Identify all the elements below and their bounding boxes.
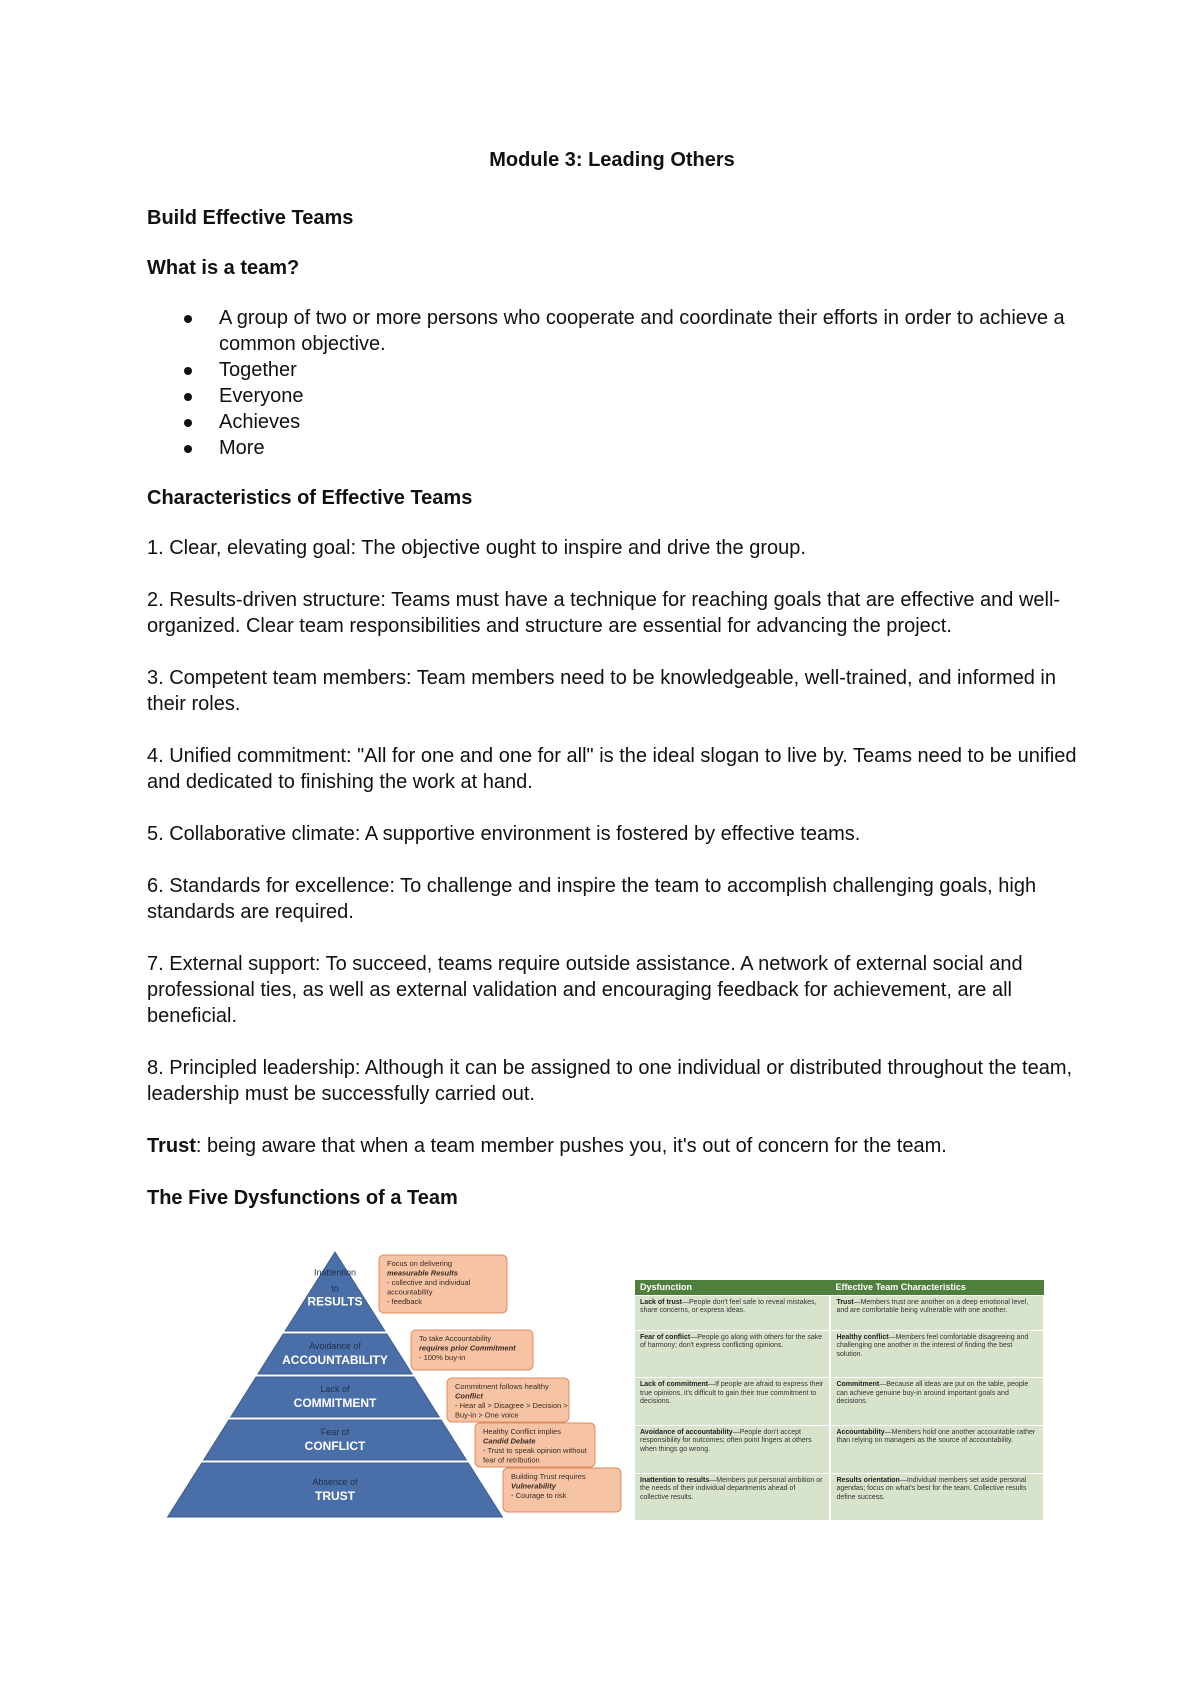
bullet-icon <box>184 393 192 401</box>
table-cell <box>830 1473 1044 1520</box>
pyramid-level-label: COMMITMENT <box>293 1396 377 1410</box>
list-item-text: A group of two or more persons who cooperate and coordinate their efforts in order to achieve a common objective. <box>219 307 1065 355</box>
cell-term: Healthy conflict <box>836 1333 889 1341</box>
table-row <box>635 1330 1044 1378</box>
table-cell <box>830 1425 1044 1473</box>
cell-term: Lack of commitment <box>640 1381 709 1389</box>
table-cell <box>830 1330 1044 1378</box>
table-row <box>635 1295 1044 1330</box>
table-header-effective: Effective Team Characteristics <box>830 1280 1044 1295</box>
characteristic-paragraph: 8. Principled leadership: Although it can be assigned to one individual or distributed throughout the team, leadership must be successfully carried out. <box>147 1057 1073 1105</box>
cell-term: Avoidance of accountability <box>640 1428 733 1436</box>
callout-text: Candid Debate <box>483 1436 536 1446</box>
callout-text: - collective and individual <box>387 1278 471 1287</box>
characteristic-paragraph: 2. Results-driven structure: Teams must have a technique for reaching goals that are effective and well-organized. Clear team responsibilities and structure are essential for advancing the project. <box>147 589 1061 637</box>
table-cell <box>635 1425 830 1473</box>
list-item <box>147 383 1077 409</box>
bullet-icon <box>184 445 192 453</box>
cell-text: —People don't accept responsibility for outcomes; often point fingers at others when things go wrong. <box>640 1428 812 1453</box>
list-item <box>147 357 1077 383</box>
list-item-text: Together <box>219 359 297 381</box>
team-definition-list <box>147 305 1077 461</box>
characteristic-paragraph: 7. External support: To succeed, teams require outside assistance. A network of external social and professional ties, as well as external validation and encouraging feedback for achievement, are all beneficial. <box>147 953 1023 1027</box>
callout-text: Building Trust requires <box>511 1472 586 1481</box>
cell-text: —Because all ideas are put on the table, people can achieve genuine buy-in around important goals and decisions. <box>836 1381 1029 1406</box>
callout-text: Focus on delivering <box>387 1259 453 1268</box>
cell-term: Trust <box>836 1298 854 1306</box>
characteristic-paragraph: 6. Standards for excellence: To challenge and inspire the team to accomplish challenging goals, high standards are required. <box>147 875 1037 923</box>
callout-text: Conflict <box>455 1391 483 1401</box>
cell-term: Results orientation <box>836 1476 900 1484</box>
pyramid-level-label: ACCOUNTABILITY <box>282 1353 388 1367</box>
pyramid-level-prefix: Inattention <box>313 1267 357 1278</box>
callout-text: - feedback <box>387 1297 423 1306</box>
table-cell <box>635 1473 830 1520</box>
pyramid-level-prefix: to <box>331 1283 339 1294</box>
cell-text: —Members hold one another accountable rather than relying on managers as the source of accountability. <box>836 1428 1036 1445</box>
cell-text: —People don't feel safe to reveal mistakes, share concerns, or express ideas. <box>640 1298 817 1314</box>
cell-text: —People go along with others for the sake of harmony; don't express conflicting opinions. <box>640 1333 823 1350</box>
list-item-text: Everyone <box>219 385 304 407</box>
callout-text: fear of retribution <box>483 1455 540 1465</box>
bullet-icon <box>184 367 192 375</box>
pyramid-level-label: RESULTS <box>307 1294 363 1309</box>
section-heading-build-teams: Build Effective Teams <box>147 207 354 229</box>
callout-text: measurable Results <box>387 1268 458 1278</box>
trust-definition-text: : being aware that when a team member pushes you, it's out of concern for the team. <box>195 1135 947 1157</box>
cell-term: Fear of conflict <box>640 1333 691 1341</box>
cell-text: —Members put personal ambition or the needs of their individual departments ahead of collective results. <box>640 1476 823 1501</box>
characteristic-paragraph: 1. Clear, elevating goal: The objective ought to inspire and drive the group. <box>147 537 806 559</box>
callout-text: Buy-in > One voice <box>455 1410 519 1420</box>
section-heading-dysfunctions: The Five Dysfunctions of a Team <box>147 1187 458 1209</box>
trust-definition <box>147 1133 1077 1159</box>
bullet-icon <box>184 419 192 427</box>
callout-text: Vulnerability <box>511 1481 556 1491</box>
pyramid-level-prefix: Avoidance of <box>309 1341 361 1351</box>
cell-text: —Individual members set aside personal agendas; focus on what's best for the team. Collective results define success. <box>836 1476 1027 1501</box>
pyramid-level-prefix: Lack of <box>320 1384 350 1394</box>
characteristic-paragraph: 4. Unified commitment: "All for one and one for all" is the ideal slogan to live by. Teams need to be unified and dedicated to finishing the work at hand. <box>147 745 1077 793</box>
characteristic-paragraph: 3. Competent team members: Team members need to be knowledgeable, well-trained, and informed in their roles. <box>147 667 1056 715</box>
document-title: Module 3: Leading Others <box>489 149 735 171</box>
callout-text: requires prior Commitment <box>419 1343 516 1353</box>
cell-term: Accountability <box>836 1428 885 1436</box>
bullet-icon <box>184 315 192 323</box>
table-row <box>635 1425 1044 1473</box>
callout-text: Healthy Conflict implies <box>483 1427 561 1436</box>
table-row <box>635 1378 1044 1426</box>
cell-term: Lack of trust <box>640 1298 683 1306</box>
pyramid-level-prefix: Absence of <box>312 1477 358 1487</box>
dysfunctions-pyramid <box>155 1248 630 1523</box>
table-cell <box>830 1295 1044 1330</box>
table-cell <box>635 1295 830 1330</box>
list-item <box>147 409 1077 435</box>
callout-text: - Trust to speak opinion without <box>483 1446 587 1455</box>
trust-term: Trust <box>147 1135 196 1157</box>
cell-text: —Members trust one another on a deep emotional level, and are comfortable being vulnerable with one another. <box>836 1298 1029 1314</box>
list-item-text: More <box>219 437 265 459</box>
table-row <box>635 1473 1044 1520</box>
comparison-table <box>635 1280 1045 1520</box>
cell-term: Commitment <box>836 1381 880 1389</box>
table-cell <box>635 1330 830 1378</box>
callout-text: accountability <box>387 1287 433 1297</box>
cell-term: Inattention to results <box>640 1476 710 1484</box>
callout-text: - 100% buy-in <box>419 1353 466 1362</box>
characteristic-paragraph: 5. Collaborative climate: A supportive environment is fostered by effective teams. <box>147 823 861 845</box>
cell-text: —If people are afraid to express their true opinions, it's difficult to gain their true commitment to decisions. <box>640 1381 824 1406</box>
list-item <box>147 435 1077 461</box>
list-item <box>147 305 1077 357</box>
question-heading: What is a team? <box>147 257 300 279</box>
pyramid-level-prefix: Fear of <box>320 1427 350 1437</box>
table-header-dysfunction: Dysfunction <box>635 1280 830 1295</box>
section-heading-characteristics: Characteristics of Effective Teams <box>147 487 473 509</box>
callout-text: - Courage to risk <box>511 1491 567 1500</box>
callout-text: To take Accountability <box>419 1334 492 1343</box>
pyramid-level-label: TRUST <box>315 1489 355 1503</box>
document-body <box>147 147 1077 1235</box>
callout-text: Commitment follows healthy <box>455 1382 549 1391</box>
cell-text: —Members feel comfortable disagreeing and challenging one another in the interest of finding the best solution. <box>836 1333 1029 1358</box>
list-item-text: Achieves <box>219 411 301 433</box>
pyramid-level-label: CONFLICT <box>304 1439 366 1453</box>
dysfunctions-figures <box>155 1248 1055 1528</box>
dysfunction-comparison-table <box>635 1280 1045 1520</box>
table-cell <box>635 1378 830 1426</box>
table-cell <box>830 1378 1044 1426</box>
callout-text: - Hear all > Disagree > Decision > <box>455 1401 568 1410</box>
